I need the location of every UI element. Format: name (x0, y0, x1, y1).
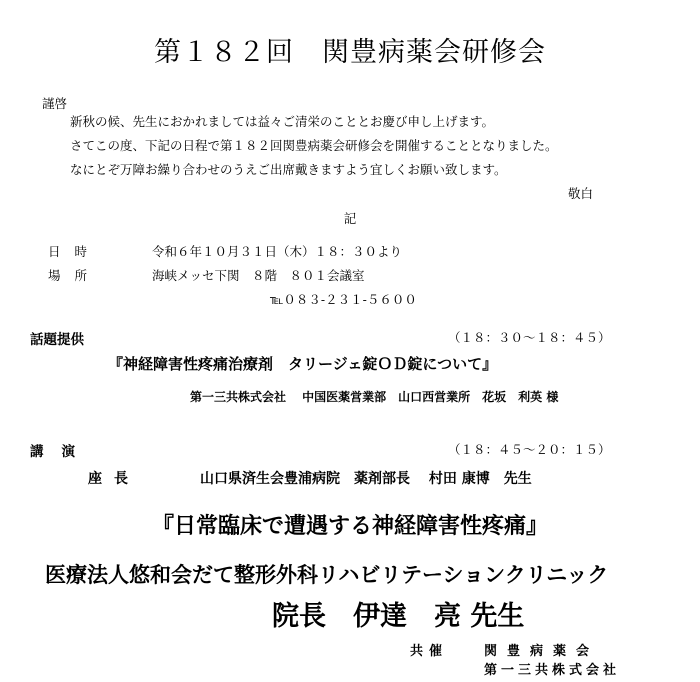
phone-number: ℡０８３-２３１-５６００ (270, 292, 417, 307)
ki-marker: 記 (343, 211, 357, 226)
topic-title: 『神経障害性疼痛治療剤 タリージェ錠ＯＤ錠について』 (108, 355, 498, 373)
date-label: 日時 (48, 244, 102, 259)
lecture-title: 『日常臨床で遭遇する神経障害性疼痛』 (151, 514, 548, 539)
greeting: 謹啓 (42, 96, 68, 111)
speaker-affiliation: 医療法人悠和会だて整形外科リハビリテーションクリニック (45, 563, 609, 587)
closing: 敬白 (568, 186, 594, 201)
topic-presenter: 第一三共株式会社 中国医薬営業部 山口西営業所 花坂 利英 様 (190, 390, 559, 404)
cohost-label: 共催 (410, 644, 449, 659)
letter-line-2: さてこの度、下記の日程で第１８２回関豊病薬会研修会を開催することとなりました。 (70, 138, 558, 153)
letter-line-3: なにとぞ万障お繰り合わせのうえご出席戴きますよう宜しくお願い致します。 (70, 162, 507, 177)
chair-value: 山口県済生会豊浦病院 薬剤部長 村田 康博 先生 (200, 471, 532, 487)
lecture-heading: 講演 (30, 444, 93, 460)
letter-line-1: 新秋の候、先生におかれましては益々ご清栄のこととお慶び申し上げます。 (70, 114, 495, 129)
date-value: 令和６年１０月３１日（木）１８：３０より (152, 244, 403, 259)
topic-time: （１８：３０〜１８：４５） (448, 330, 611, 345)
cohost-org-2: 第一三共株式会社 (484, 663, 621, 678)
speaker-name: 院長 伊達 亮 先生 (272, 601, 525, 632)
cohost-org-1: 関豊病薬会 (484, 644, 600, 659)
page-title: 第１８２回 関豊病薬会研修会 (154, 37, 546, 68)
place-value: 海峡メッセ下関 ８階 ８０１会議室 (152, 268, 365, 283)
lecture-time: （１８：４５〜２０：１５） (448, 442, 611, 457)
topic-heading: 話題提供 (30, 332, 84, 348)
place-label: 場所 (48, 268, 102, 283)
chair-label: 座長 (88, 471, 140, 487)
